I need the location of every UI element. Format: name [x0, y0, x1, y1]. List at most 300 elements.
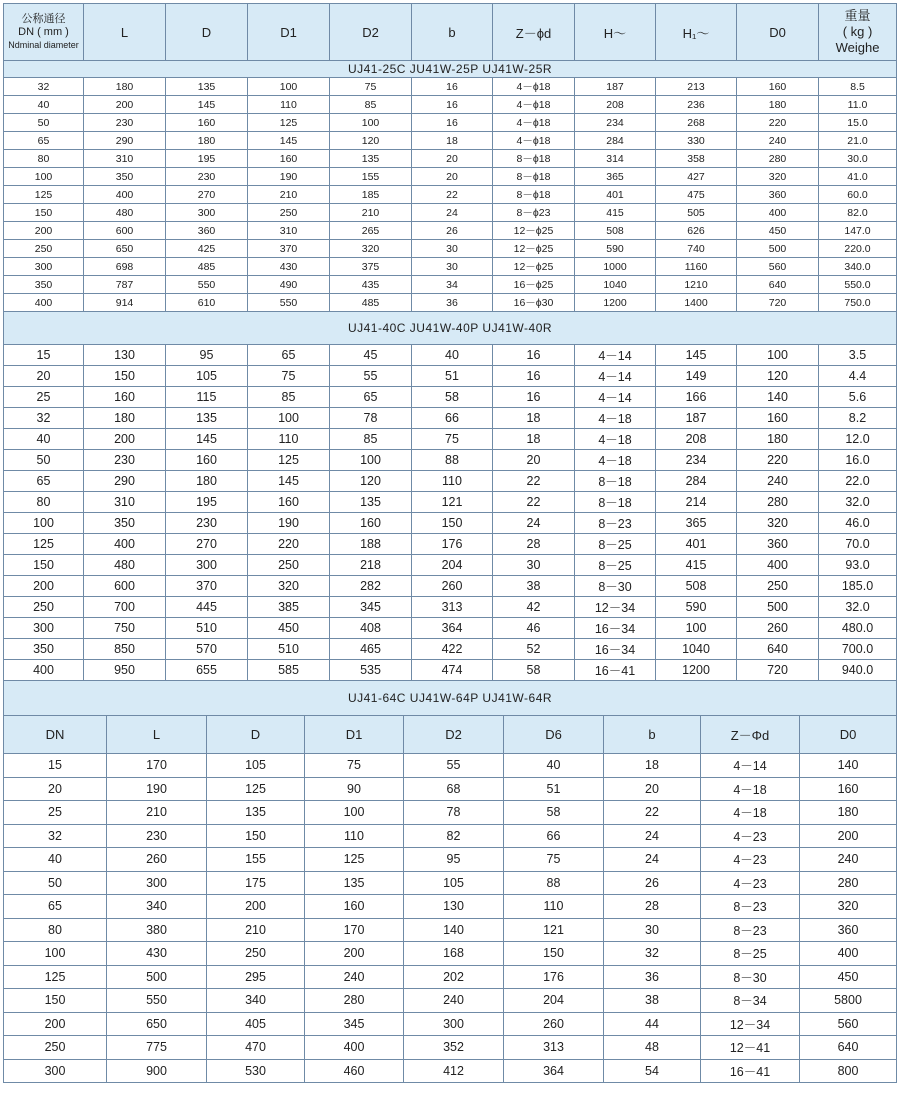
table-cell: 160	[305, 895, 404, 919]
table-cell: 300	[107, 871, 207, 895]
table-cell: 4－18	[575, 408, 656, 429]
table-cell: 125	[4, 534, 84, 555]
table-cell: 135	[330, 492, 412, 513]
table-cell: 100	[4, 942, 107, 966]
table-cell: 125	[248, 114, 330, 132]
table-row	[4, 1059, 897, 1083]
table-cell: 8－23	[701, 895, 800, 919]
table-cell: 360	[800, 918, 897, 942]
table-cell: 66	[504, 824, 604, 848]
table-cell: 125	[4, 965, 107, 989]
table-cell: 350	[4, 639, 84, 660]
table-cell: 740	[656, 240, 737, 258]
table-cell: 295	[207, 965, 305, 989]
table-cell: 25	[4, 387, 84, 408]
table-cell: 270	[166, 186, 248, 204]
table-cell: 8－34	[701, 989, 800, 1013]
table-cell: 8－25	[701, 942, 800, 966]
table-cell: 290	[84, 471, 166, 492]
table-cell: 500	[737, 240, 819, 258]
section-title-pn25: UJ41-25C JU41W-25P UJ41W-25R	[4, 61, 897, 78]
table-cell: 330	[656, 132, 737, 150]
pn64-table	[3, 715, 897, 1083]
table-cell: 465	[330, 639, 412, 660]
table-cell: 230	[107, 824, 207, 848]
table-cell: 32	[4, 408, 84, 429]
table-cell: 352	[404, 1036, 504, 1060]
table-cell: 36	[412, 294, 493, 312]
table-cell: 400	[84, 534, 166, 555]
table-cell: 16－ϕ25	[493, 276, 575, 294]
table-cell: 345	[305, 1012, 404, 1036]
table-cell: 12－34	[575, 597, 656, 618]
table-cell: 55	[330, 366, 412, 387]
table-cell: 200	[305, 942, 404, 966]
table-cell: 240	[737, 132, 819, 150]
table-cell: 400	[4, 660, 84, 681]
table-cell: 200	[4, 576, 84, 597]
table-cell: 145	[166, 96, 248, 114]
header-l: L	[84, 4, 166, 61]
table-row	[4, 576, 897, 597]
table-cell: 150	[412, 513, 493, 534]
table-cell: 155	[207, 848, 305, 872]
table-cell: 125	[305, 848, 404, 872]
table-cell: 350	[84, 513, 166, 534]
table-cell: 370	[166, 576, 248, 597]
table-cell: 160	[248, 150, 330, 168]
table-row	[4, 1036, 897, 1060]
table-cell: 40	[4, 848, 107, 872]
table-cell: 52	[493, 639, 575, 660]
table-cell: 208	[575, 96, 656, 114]
table-cell: 400	[305, 1036, 404, 1060]
table-cell: 8－23	[701, 918, 800, 942]
table-cell: 160	[330, 513, 412, 534]
table-cell: 320	[330, 240, 412, 258]
table-cell: 135	[207, 801, 305, 825]
table-row	[4, 777, 897, 801]
table-cell: 365	[656, 513, 737, 534]
table-cell: 250	[248, 204, 330, 222]
table-cell: 210	[207, 918, 305, 942]
table-cell: 88	[504, 871, 604, 895]
table-cell: 38	[493, 576, 575, 597]
table-cell: 70.0	[819, 534, 897, 555]
table-cell: 300	[404, 1012, 504, 1036]
table-cell: 180	[84, 78, 166, 96]
table-cell: 1000	[575, 258, 656, 276]
pn64-body	[4, 754, 897, 1083]
table-cell: 236	[656, 96, 737, 114]
table-cell: 51	[412, 366, 493, 387]
table-cell: 12－ϕ25	[493, 222, 575, 240]
valve-spec-sheet	[3, 3, 896, 1083]
table-cell: 450	[737, 222, 819, 240]
table-cell: 365	[575, 168, 656, 186]
table-cell: 16－34	[575, 618, 656, 639]
table-cell: 85	[330, 96, 412, 114]
table-cell: 110	[248, 429, 330, 450]
table-cell: 250	[4, 240, 84, 258]
table-cell: 720	[737, 660, 819, 681]
table-cell: 145	[248, 132, 330, 150]
table-cell: 16－ϕ30	[493, 294, 575, 312]
table-cell: 284	[656, 471, 737, 492]
table-cell: 8－ϕ18	[493, 168, 575, 186]
table-cell: 200	[84, 429, 166, 450]
table-cell: 120	[330, 471, 412, 492]
table-cell: 282	[330, 576, 412, 597]
table-row	[4, 276, 897, 294]
table-cell: 51	[504, 777, 604, 801]
table-row	[4, 450, 897, 471]
table-cell: 160	[166, 450, 248, 471]
table-cell: 535	[330, 660, 412, 681]
table-cell: 110	[305, 824, 404, 848]
table-cell: 405	[207, 1012, 305, 1036]
table-cell: 900	[107, 1059, 207, 1083]
table-cell: 4.4	[819, 366, 897, 387]
table-cell: 30.0	[819, 150, 897, 168]
table-row	[4, 294, 897, 312]
pn40-body	[4, 312, 897, 681]
table-cell: 21.0	[819, 132, 897, 150]
table-cell: 65	[4, 895, 107, 919]
table-cell: 340	[207, 989, 305, 1013]
table-cell: 175	[207, 871, 305, 895]
table-cell: 210	[330, 204, 412, 222]
table-row	[4, 989, 897, 1013]
table-cell: 600	[84, 222, 166, 240]
table-cell: 16	[412, 96, 493, 114]
table-cell: 130	[404, 895, 504, 919]
table-cell: 700	[84, 597, 166, 618]
table-cell: 8.2	[819, 408, 897, 429]
table-row	[4, 965, 897, 989]
table-cell: 150	[4, 989, 107, 1013]
table-row	[4, 345, 897, 366]
table-cell: 474	[412, 660, 493, 681]
table-row	[4, 895, 897, 919]
table-cell: 8－18	[575, 492, 656, 513]
table-cell: 160	[737, 78, 819, 96]
table-cell: 100	[4, 513, 84, 534]
table-cell: 720	[737, 294, 819, 312]
table-cell: 65	[4, 471, 84, 492]
table-cell: 385	[248, 597, 330, 618]
table-cell: 480.0	[819, 618, 897, 639]
table-cell: 110	[504, 895, 604, 919]
table-cell: 1200	[656, 660, 737, 681]
table-cell: 180	[737, 429, 819, 450]
table-cell: 360	[166, 222, 248, 240]
table-cell: 22.0	[819, 471, 897, 492]
table-cell: 32	[4, 824, 107, 848]
table-cell: 850	[84, 639, 166, 660]
table-row	[4, 918, 897, 942]
table-cell: 364	[412, 618, 493, 639]
table-cell: 65	[330, 387, 412, 408]
table-cell: 190	[107, 777, 207, 801]
table-cell: 54	[604, 1059, 701, 1083]
table-cell: 208	[656, 429, 737, 450]
table-cell: 80	[4, 918, 107, 942]
table-cell: 38	[604, 989, 701, 1013]
table-cell: 180	[737, 96, 819, 114]
table-cell: 140	[737, 387, 819, 408]
table-cell: 160	[800, 777, 897, 801]
table-cell: 15.0	[819, 114, 897, 132]
table-cell: 4－14	[701, 754, 800, 778]
table-cell: 48	[604, 1036, 701, 1060]
table-cell: 300	[4, 1059, 107, 1083]
table-cell: 750	[84, 618, 166, 639]
table-cell: 110	[412, 471, 493, 492]
table-cell: 46.0	[819, 513, 897, 534]
table-cell: 125	[4, 186, 84, 204]
table-cell: 427	[656, 168, 737, 186]
table-cell: 12.0	[819, 429, 897, 450]
table-cell: 445	[166, 597, 248, 618]
table-cell: 185	[330, 186, 412, 204]
table-cell: 28	[604, 895, 701, 919]
table-cell: 250	[4, 597, 84, 618]
table-cell: 12－41	[701, 1036, 800, 1060]
table-cell: 320	[800, 895, 897, 919]
table-cell: 1200	[575, 294, 656, 312]
table-row	[4, 555, 897, 576]
table-cell: 135	[305, 871, 404, 895]
table-cell: 490	[248, 276, 330, 294]
table-cell: 20	[604, 777, 701, 801]
table-cell: 508	[575, 222, 656, 240]
table-cell: 4－14	[575, 345, 656, 366]
table-cell: 470	[207, 1036, 305, 1060]
table-cell: 18	[412, 132, 493, 150]
table-cell: 360	[737, 534, 819, 555]
table-cell: 260	[504, 1012, 604, 1036]
table-cell: 250	[207, 942, 305, 966]
pn64-header-cell: Z－Φd	[701, 716, 800, 754]
table-cell: 204	[412, 555, 493, 576]
table-cell: 85	[248, 387, 330, 408]
table-cell: 8－23	[575, 513, 656, 534]
table-cell: 93.0	[819, 555, 897, 576]
table-cell: 135	[166, 78, 248, 96]
pn25-pn40-table	[3, 3, 897, 716]
table-cell: 435	[330, 276, 412, 294]
table-cell: 30	[412, 258, 493, 276]
table-cell: 650	[107, 1012, 207, 1036]
table-cell: 250	[4, 1036, 107, 1060]
table-cell: 188	[330, 534, 412, 555]
table-cell: 20	[4, 366, 84, 387]
table-row	[4, 408, 897, 429]
table-cell: 510	[166, 618, 248, 639]
table-row	[4, 78, 897, 96]
table-row	[4, 132, 897, 150]
table-cell: 4－ϕ18	[493, 78, 575, 96]
table-cell: 213	[656, 78, 737, 96]
table-cell: 120	[330, 132, 412, 150]
table-cell: 140	[800, 754, 897, 778]
table-cell: 800	[800, 1059, 897, 1083]
table-cell: 400	[84, 186, 166, 204]
table-cell: 75	[305, 754, 404, 778]
table-row	[4, 1012, 897, 1036]
table-cell: 18	[493, 429, 575, 450]
table-cell: 125	[248, 450, 330, 471]
table-cell: 450	[248, 618, 330, 639]
pn64-header-cell: D1	[305, 716, 404, 754]
table-cell: 145	[248, 471, 330, 492]
table-cell: 505	[656, 204, 737, 222]
table-cell: 590	[656, 597, 737, 618]
table-cell: 340.0	[819, 258, 897, 276]
table-cell: 550	[107, 989, 207, 1013]
table-cell: 105	[207, 754, 305, 778]
table-cell: 8－30	[701, 965, 800, 989]
table-cell: 640	[737, 639, 819, 660]
table-cell: 30	[493, 555, 575, 576]
table-cell: 1400	[656, 294, 737, 312]
table-cell: 600	[84, 576, 166, 597]
table-cell: 300	[4, 258, 84, 276]
table-cell: 240	[737, 471, 819, 492]
table-cell: 210	[107, 801, 207, 825]
table-cell: 250	[737, 576, 819, 597]
table-cell: 200	[4, 222, 84, 240]
table-cell: 24	[493, 513, 575, 534]
table-cell: 400	[737, 555, 819, 576]
table-cell: 480	[84, 204, 166, 222]
table-cell: 240	[404, 989, 504, 1013]
table-cell: 655	[166, 660, 248, 681]
table-cell: 20	[412, 168, 493, 186]
table-cell: 250	[248, 555, 330, 576]
table-row	[4, 429, 897, 450]
table-cell: 78	[404, 801, 504, 825]
table-cell: 130	[84, 345, 166, 366]
table-row	[4, 204, 897, 222]
table-cell: 16	[412, 78, 493, 96]
table-row	[4, 168, 897, 186]
table-cell: 550.0	[819, 276, 897, 294]
table-cell: 160	[248, 492, 330, 513]
table-cell: 320	[248, 576, 330, 597]
table-cell: 230	[166, 513, 248, 534]
pn64-header-cell: DN	[4, 716, 107, 754]
table-cell: 22	[493, 471, 575, 492]
table-cell: 121	[412, 492, 493, 513]
table-cell: 280	[800, 871, 897, 895]
table-cell: 230	[166, 168, 248, 186]
table-cell: 140	[404, 918, 504, 942]
table-cell: 160	[737, 408, 819, 429]
table-cell: 42	[493, 597, 575, 618]
table-cell: 280	[737, 492, 819, 513]
table-cell: 60.0	[819, 186, 897, 204]
table-cell: 26	[604, 871, 701, 895]
table-cell: 270	[166, 534, 248, 555]
table-cell: 320	[737, 513, 819, 534]
table-row	[4, 240, 897, 258]
table-cell: 24	[604, 848, 701, 872]
table-cell: 380	[107, 918, 207, 942]
table-cell: 24	[604, 824, 701, 848]
pn25-body	[4, 61, 897, 312]
table-cell: 105	[404, 871, 504, 895]
table-row	[4, 848, 897, 872]
table-cell: 36	[604, 965, 701, 989]
table-cell: 485	[330, 294, 412, 312]
table-cell: 400	[800, 942, 897, 966]
table-cell: 4－18	[575, 450, 656, 471]
table-cell: 187	[575, 78, 656, 96]
table-cell: 16	[493, 366, 575, 387]
table-cell: 4－18	[701, 801, 800, 825]
table-cell: 4－14	[575, 387, 656, 408]
table-cell: 34	[412, 276, 493, 294]
header-d0: D0	[737, 4, 819, 61]
pn64-title-body	[4, 681, 897, 716]
table-row	[4, 258, 897, 276]
table-cell: 313	[504, 1036, 604, 1060]
table-cell: 22	[493, 492, 575, 513]
table-cell: 408	[330, 618, 412, 639]
table-cell: 30	[604, 918, 701, 942]
table-cell: 16－41	[575, 660, 656, 681]
table-cell: 345	[330, 597, 412, 618]
table-cell: 82	[404, 824, 504, 848]
table-cell: 135	[166, 408, 248, 429]
table-cell: 530	[207, 1059, 305, 1083]
table-row	[4, 597, 897, 618]
table-row	[4, 222, 897, 240]
table-cell: 160	[84, 387, 166, 408]
table-row	[4, 942, 897, 966]
table-cell: 4－14	[575, 366, 656, 387]
table-cell: 8－ϕ18	[493, 186, 575, 204]
table-cell: 8－ϕ18	[493, 150, 575, 168]
table-cell: 8－30	[575, 576, 656, 597]
table-cell: 310	[84, 492, 166, 513]
table-cell: 280	[305, 989, 404, 1013]
table-cell: 100	[248, 78, 330, 96]
pn64-header-row	[4, 716, 897, 754]
table-cell: 100	[330, 114, 412, 132]
table-cell: 30	[412, 240, 493, 258]
table-cell: 16	[493, 345, 575, 366]
table-cell: 150	[4, 555, 84, 576]
table-cell: 940.0	[819, 660, 897, 681]
table-cell: 22	[412, 186, 493, 204]
table-cell: 415	[575, 204, 656, 222]
pn64-header-cell: b	[604, 716, 701, 754]
table-cell: 214	[656, 492, 737, 513]
table-cell: 170	[107, 754, 207, 778]
table-row	[4, 824, 897, 848]
table-cell: 149	[656, 366, 737, 387]
table-cell: 75	[412, 429, 493, 450]
table-cell: 26	[412, 222, 493, 240]
table-cell: 22	[604, 801, 701, 825]
table-cell: 422	[412, 639, 493, 660]
table-cell: 200	[207, 895, 305, 919]
table-cell: 100	[305, 801, 404, 825]
table-cell: 100	[737, 345, 819, 366]
